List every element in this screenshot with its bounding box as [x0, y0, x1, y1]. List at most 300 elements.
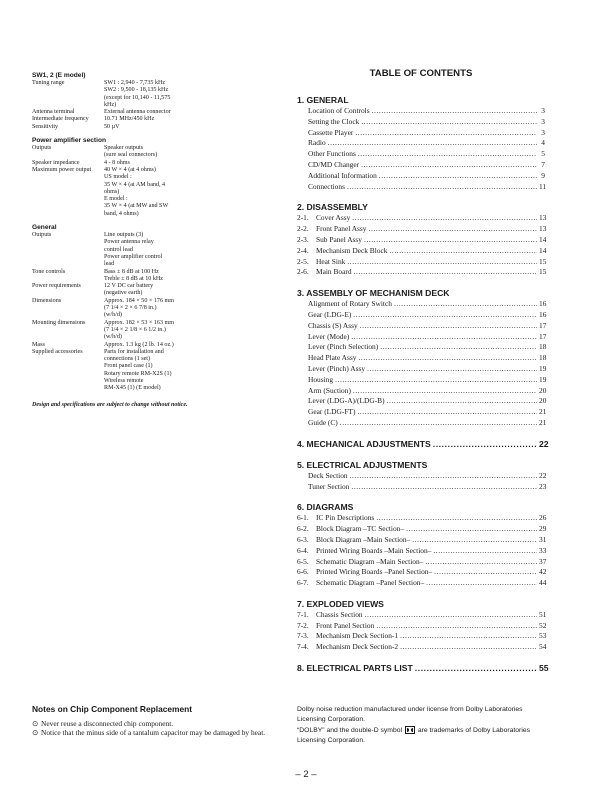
toc-page-number: 21 — [539, 417, 547, 427]
toc-leader-dots — [353, 310, 537, 321]
spec-section-title: SW1, 2 (E model) — [32, 72, 86, 79]
spec-section-title: Power amplifier section — [32, 137, 107, 145]
spec-section-title: General — [32, 224, 57, 232]
spec-label: Outputs — [32, 145, 52, 152]
spec-value-line: E model : — [104, 196, 128, 203]
toc-section-heading — [297, 662, 549, 674]
toc-entry-label: Lever (Pinch Selection) — [308, 342, 379, 352]
toc-leader-dots — [365, 610, 537, 621]
toc-section-heading — [297, 438, 549, 450]
toc-leader-dots — [351, 482, 537, 493]
toc-section — [297, 287, 545, 429]
toc-leader-dots — [364, 235, 537, 246]
toc-leader-dots — [361, 117, 537, 128]
toc-page-number: 7 — [541, 159, 545, 169]
toc-entry-label: Front Panel Assy — [316, 224, 367, 234]
spec-value — [104, 349, 200, 393]
spec-row — [32, 283, 272, 298]
spec-value-line: Power amplifier control — [104, 253, 163, 260]
toc-entry-label: Location of Controls — [308, 106, 370, 115]
toc-entry-number: 6-7. — [297, 578, 309, 588]
toc-leader-dots — [406, 524, 537, 535]
toc-leader-dots — [412, 535, 537, 546]
spec-value — [104, 80, 200, 109]
toc-entry — [297, 567, 545, 578]
spec-label: Maximum power output — [32, 166, 92, 173]
toc-entry-label: Radio — [308, 138, 326, 148]
spec-value-line: 40 W × 4 (at 4 ohms) — [104, 166, 156, 173]
toc-leader-dots — [387, 396, 537, 407]
spec-value-line: 50 µV — [104, 123, 120, 130]
spec-row — [32, 167, 272, 218]
toc-leader-dots — [426, 578, 537, 589]
toc-entry-label: Arm (Suction) — [308, 385, 351, 395]
bullet-icon: ⊙ — [32, 728, 39, 738]
toc-entry-label: Printed Wiring Boards –Main Section– — [316, 545, 432, 555]
toc-leader-dots — [434, 567, 537, 578]
toc-entry-number: 2-2. — [297, 224, 309, 234]
toc-page-number: 13 — [539, 224, 547, 234]
spec-row — [32, 349, 272, 393]
spec-label: Supplied accessories — [32, 348, 83, 355]
toc-page-number: 21 — [539, 407, 547, 417]
toc-entry — [297, 149, 545, 160]
toc-leader-dots — [380, 342, 537, 353]
spec-value-line: US model : — [104, 174, 132, 181]
toc-page-number: 22 — [539, 470, 547, 480]
toc-entry-label: Schematic Diagram –Panel Section– — [316, 578, 425, 588]
toc-page-number: 16 — [539, 299, 547, 309]
spec-value-line: Approx. 1.3 kg (2 lb. 14 oz.) — [104, 341, 174, 348]
toc-entry-label: Mechanism Deck Section-1 — [316, 631, 399, 641]
toc-section — [297, 201, 545, 278]
toc-page-number: 3 — [541, 106, 545, 115]
toc-leader-dots — [433, 438, 537, 450]
toc-entry — [297, 642, 545, 653]
toc-page-number: 15 — [539, 267, 547, 277]
toc-leader-dots — [372, 106, 537, 117]
spec-label: Outputs — [32, 232, 52, 239]
toc-leader-dots — [400, 631, 537, 642]
spec-label: Tone controls — [32, 268, 66, 275]
spec-value — [104, 124, 200, 131]
toc-page-number: 42 — [539, 567, 547, 577]
spec-row — [32, 145, 272, 160]
toc-entry — [297, 213, 545, 224]
toc-entry — [297, 407, 545, 418]
toc-page-number: 5 — [541, 149, 545, 159]
spec-value-line: kHz) — [104, 101, 117, 108]
toc-page-number: 52 — [539, 620, 547, 630]
toc-entry — [297, 418, 545, 429]
spec-value-line: Speaker outputs — [104, 145, 144, 152]
toc-section-heading — [297, 501, 545, 513]
toc-page-number: 19 — [539, 374, 547, 384]
toc-section — [297, 459, 545, 493]
toc-leader-dots — [389, 246, 537, 257]
spec-value — [104, 167, 200, 218]
toc-page-number: 55 — [539, 663, 549, 674]
toc-entry — [297, 117, 545, 128]
toc-section — [297, 94, 545, 192]
toc-page-number: 20 — [539, 385, 547, 395]
spec-value-line: SW2 : 9,500 - 18,135 kHz — [104, 87, 169, 94]
spec-value-line: Parts for installation and — [104, 348, 164, 355]
spec-value — [104, 109, 200, 116]
toc-entry — [297, 321, 545, 332]
toc-entry-label: Printed Wiring Boards –Panel Section– — [316, 567, 433, 577]
toc-entry-label: Schematic Diagram –Main Section– — [316, 556, 424, 566]
spec-label: Mass — [32, 341, 45, 348]
toc-entry-label: Housing — [308, 374, 334, 384]
toc-section-heading — [297, 598, 545, 610]
spec-value — [104, 320, 200, 342]
toc-entry — [297, 257, 545, 268]
toc-leader-dots — [340, 418, 537, 429]
chip-component-notes — [32, 704, 282, 738]
toc-entry-label: Front Panel Section — [316, 620, 375, 630]
toc-leader-dots — [328, 138, 537, 149]
toc-entry-label: Gear (LDG-E) — [308, 309, 352, 319]
toc-entry — [297, 386, 545, 397]
toc-entry-label: Cover Assy — [316, 213, 351, 223]
toc-page-number: 17 — [539, 320, 547, 330]
page-number: – 2 – — [295, 769, 317, 780]
spec-label: Sensitivity — [32, 123, 59, 130]
toc-entry-number: 6-5. — [297, 556, 309, 566]
spec-section-general — [32, 224, 272, 393]
toc-leader-dots — [347, 257, 537, 268]
toc-leader-dots — [350, 471, 537, 482]
toc-entry-label: Other Functions — [308, 149, 356, 159]
toc-entry-label: Lever (Pinch) Assy — [308, 363, 366, 373]
toc-leader-dots — [394, 299, 537, 310]
spec-section-tuner — [32, 72, 272, 131]
toc-leader-dots — [351, 332, 537, 343]
toc-entry — [297, 235, 545, 246]
toc-entry — [297, 364, 545, 375]
spec-value-line: (except for 10,140 - 11,575 — [104, 94, 171, 101]
spec-value-line: Front panel case (1) — [104, 363, 153, 370]
toc-entry — [297, 310, 545, 321]
spec-value-line: 12 V DC car battery — [104, 283, 154, 290]
toc-heading-label: 8. ELECTRICAL PARTS LIST — [297, 663, 413, 674]
toc-entry-label: Heat Sink — [316, 256, 346, 266]
toc-leader-dots — [353, 386, 537, 397]
toc-leader-dots — [433, 546, 537, 557]
toc-entry-label: Sub Panel Assy — [316, 234, 362, 244]
specifications-column — [32, 72, 272, 409]
toc-page-number: 22 — [539, 438, 549, 449]
toc-entry — [297, 353, 545, 364]
toc-page-number: 3 — [541, 116, 545, 126]
dolby-double-d-icon — [405, 726, 415, 734]
toc-entry-label: Lever (Mode) — [308, 331, 350, 341]
toc-entry — [297, 332, 545, 343]
toc-page-number: 16 — [539, 309, 547, 319]
toc-section — [297, 662, 549, 674]
bullet-icon: ⊙ — [32, 719, 39, 728]
toc-page-number: 13 — [539, 213, 547, 223]
toc-entry-label: Chassis (S) Assy — [308, 320, 358, 330]
toc-heading-label: 2. DISASSEMBLY — [297, 202, 368, 213]
toc-leader-dots — [376, 513, 537, 524]
spec-value-line: Power antenna relay — [104, 239, 154, 246]
toc-page-number: 14 — [539, 245, 547, 255]
toc-section — [297, 501, 545, 589]
dolby-license-text: Dolby noise reduction manufactured under license from Dolby Laboratories Licensing Corporation. — [297, 706, 523, 723]
toc-entry-number: 2-1. — [297, 213, 309, 223]
spec-label: Mounting dimensions — [32, 319, 86, 326]
toc-leader-dots — [415, 662, 537, 674]
toc-leader-dots — [357, 407, 537, 418]
toc-entry — [297, 224, 545, 235]
spec-value-line: Line outputs (3) — [104, 232, 144, 239]
toc-page-number: 9 — [541, 170, 545, 180]
toc-entry — [297, 524, 545, 535]
spec-label: Intermediate frequency — [32, 116, 89, 123]
toc-heading-label: 3. ASSEMBLY OF MECHANISM DECK — [297, 288, 450, 299]
toc-entry — [297, 513, 545, 524]
toc-entry-label: Mechanism Deck Section-2 — [316, 642, 399, 652]
toc-leader-dots — [355, 128, 537, 139]
spec-value-line: (negative earth) — [104, 290, 143, 297]
spec-row — [32, 320, 272, 342]
toc-entry — [297, 471, 545, 482]
toc-entry-number: 7-1. — [297, 609, 309, 619]
chip-notes-title: Notes on Chip Component Replacement — [32, 704, 193, 714]
spec-value-line: 4 - 8 ohms — [104, 159, 130, 166]
spec-row — [32, 298, 272, 320]
toc-leader-dots — [379, 171, 537, 182]
toc-entry-number: 6-6. — [297, 567, 309, 577]
toc-leader-dots — [358, 149, 537, 160]
spec-value-line: connections (1 set) — [104, 356, 151, 363]
toc-section — [297, 598, 545, 653]
toc-leader-dots — [367, 364, 537, 375]
toc-section-heading — [297, 94, 545, 106]
toc-entry — [297, 482, 545, 493]
spec-value — [104, 232, 200, 268]
toc-leader-dots — [425, 557, 537, 568]
spec-value — [104, 116, 200, 123]
spec-row — [32, 160, 272, 167]
toc-leader-dots — [361, 160, 537, 171]
toc-entry — [297, 138, 545, 149]
toc-page-number: 14 — [539, 234, 547, 244]
toc-entry-number: 7-3. — [297, 631, 309, 641]
toc-entry — [297, 535, 545, 546]
toc-heading-label: 7. EXPLODED VIEWS — [297, 598, 384, 609]
dolby-notice — [297, 705, 547, 747]
spec-value-line: (sure seal connectors) — [104, 152, 158, 159]
spec-label: Power requirements — [32, 283, 81, 290]
spec-value — [104, 269, 200, 284]
toc-section — [297, 438, 549, 450]
toc-entry — [297, 128, 545, 139]
toc-entry — [297, 299, 545, 310]
toc-page-number: 37 — [539, 556, 547, 566]
list-item: ⊙ Notice that the minus side of a tantalum capacitor may be damaged by heat. — [32, 728, 266, 738]
toc-leader-dots — [400, 642, 537, 653]
toc-entry-label: Guide (C) — [308, 417, 338, 427]
spec-row — [32, 80, 272, 109]
toc-entry-number: 7-4. — [297, 642, 309, 652]
toc-page-number: 17 — [539, 331, 547, 341]
toc-page-number: 11 — [539, 181, 547, 191]
toc-entry — [297, 546, 545, 557]
toc-page-number: 29 — [539, 524, 547, 534]
toc-leader-dots — [354, 267, 537, 278]
toc-entry-number: 2-3. — [297, 234, 309, 244]
toc-entry-label: CD/MD Changer — [308, 159, 360, 169]
toc-entry-label: Head Plate Assy — [308, 353, 357, 363]
toc-entry — [297, 557, 545, 568]
toc-entry — [297, 246, 545, 257]
toc-entry — [297, 610, 545, 621]
spec-value-line: 35 W × 4 (at MW and SW — [104, 203, 169, 210]
spec-section-power-amplifier — [32, 137, 272, 218]
toc-page-number: 18 — [539, 342, 547, 352]
spec-value-line: External antenna connector — [104, 109, 171, 116]
toc-entry-number: 2-4. — [297, 245, 309, 255]
spec-value-line: (7 1/4 × 2 × 6 7/8 in.) — [104, 305, 157, 312]
spec-value — [104, 342, 200, 349]
spec-value-line: lead — [104, 261, 115, 268]
toc-page-number: 26 — [539, 513, 547, 523]
spec-row — [32, 269, 272, 284]
spec-row — [32, 124, 272, 131]
toc-page-number: 15 — [539, 256, 547, 266]
toc-page-number: 23 — [539, 481, 547, 491]
toc-entry-label: Main Board — [316, 267, 352, 277]
toc-entry-number: 6-3. — [297, 534, 309, 544]
spec-value — [104, 298, 200, 320]
toc-entry — [297, 621, 545, 632]
spec-value — [104, 160, 200, 167]
toc-page-number: 3 — [541, 127, 545, 137]
dolby-trademark-text: “DOLBY” and the double-D symbol are trademarks of Dolby Laboratories Licensing Corporation. — [297, 727, 531, 744]
spec-label: Antenna terminal — [32, 109, 75, 116]
toc-entry-number: 2-6. — [297, 267, 309, 277]
toc-leader-dots — [369, 224, 537, 235]
spec-value-line: Approx. 182 × 53 × 163 mm — [104, 319, 175, 326]
spec-value-line: (w/h/d) — [104, 312, 122, 319]
toc-entry-label: Mechanism Deck Block — [316, 245, 388, 255]
toc-section-heading — [297, 201, 545, 213]
spec-value — [104, 283, 200, 298]
toc-heading-label: 4. MECHANICAL ADJUSTMENTS — [297, 438, 431, 449]
spec-value-line: band, 4 ohms) — [104, 210, 139, 217]
toc-page-number: 19 — [539, 363, 547, 373]
toc-leader-dots — [376, 621, 537, 632]
toc-page-number: 20 — [539, 396, 547, 406]
toc-page-number: 53 — [539, 631, 547, 641]
spec-value-line: RM-X45 (1) (E model) — [104, 385, 161, 392]
toc-page-number: 54 — [539, 642, 547, 652]
toc-heading-label: 6. DIAGRAMS — [297, 502, 354, 513]
toc-heading-label: 1. GENERAL — [297, 95, 349, 105]
design-change-note: Design and specifications are subject to change without notice. — [32, 401, 188, 408]
toc-entry-label: Cassette Player — [308, 127, 354, 137]
toc-entry — [297, 578, 545, 589]
toc-entry — [297, 375, 545, 386]
spec-value-line: Treble ± 8 dB at 10 kHz — [104, 275, 163, 282]
toc-section-heading — [297, 287, 545, 299]
spec-row — [32, 342, 272, 349]
toc-leader-dots — [352, 213, 537, 224]
toc-entry — [297, 267, 545, 278]
toc-entry-label: Deck Section — [308, 470, 348, 480]
toc-entry-number: 2-5. — [297, 256, 309, 266]
toc-page-number: 18 — [539, 353, 547, 363]
toc-entry — [297, 631, 545, 642]
spec-value-line: 35 W × 4 (at AM band, 4 — [104, 181, 166, 188]
toc-leader-dots — [347, 182, 537, 193]
toc-entry-label: Block Diagram –Main Section– — [316, 534, 411, 544]
toc-page-number: 51 — [539, 609, 547, 619]
toc-title: TABLE OF CONTENTS — [369, 68, 473, 79]
spec-value-line: Wireless remote — [104, 377, 144, 384]
spec-value-line: Rotary remote RM-X2S (1) — [104, 370, 172, 377]
spec-label: Tuning range — [32, 80, 65, 86]
toc-entry-label: Additional Information — [308, 170, 377, 180]
toc-entry-label: IC Pin Descriptions — [316, 513, 375, 523]
toc-leader-dots — [360, 321, 537, 332]
spec-value-line: (w/h/d) — [104, 334, 122, 341]
toc-entry-label: Lever (LDG-A)/(LDG-B) — [308, 396, 385, 406]
spec-value-line: Bass ± 8 dB at 100 Hz — [104, 268, 159, 275]
toc-leader-dots — [358, 353, 537, 364]
spec-value-line: SW1 : 2,940 - 7,735 kHz — [104, 80, 166, 86]
spec-value-line: Approx. 184 × 50 × 176 mm — [104, 297, 175, 304]
toc-entry — [297, 396, 545, 407]
toc-entry-number: 6-4. — [297, 545, 309, 555]
toc-entry-number: 6-1. — [297, 513, 309, 523]
toc-leader-dots — [335, 375, 537, 386]
toc-page-number: 33 — [539, 545, 547, 555]
spec-label: Speaker impedance — [32, 159, 80, 166]
toc-page-number: 31 — [539, 534, 547, 544]
toc-entry-number: 6-2. — [297, 524, 309, 534]
spec-value-line: control lead — [104, 246, 133, 253]
spec-value-line: 10.71 MHz/450 kHz — [104, 116, 155, 123]
toc-entry — [297, 160, 545, 171]
toc-entry — [297, 171, 545, 182]
spec-row — [32, 116, 272, 123]
toc-entry-label: Alignment of Rotary Switch — [308, 299, 392, 309]
spec-value-line: (7 1/4 × 2 1/8 × 6 1/2 in.) — [104, 326, 166, 333]
toc-entry-label: Tuner Section — [308, 481, 350, 491]
spec-value — [104, 145, 200, 160]
toc-entry-number: 7-2. — [297, 620, 309, 630]
toc-entry-label: Gear (LDG-FT) — [308, 407, 356, 417]
toc-page-number: 44 — [539, 578, 547, 588]
toc-section-heading — [297, 459, 545, 471]
toc-entry — [297, 106, 545, 117]
toc-entry-label: Chassis Section — [316, 609, 363, 619]
toc-entry-label: Setting the Clock — [308, 116, 360, 126]
toc-entry-label: Connections — [308, 181, 345, 191]
spec-label: Dimensions — [32, 297, 62, 304]
spec-row — [32, 232, 272, 268]
toc-entry-label: Block Diagram –TC Section– — [316, 524, 405, 534]
toc-entry — [297, 342, 545, 353]
toc-heading-label: 5. ELECTRICAL ADJUSTMENTS — [297, 459, 428, 470]
spec-value-line: ohms) — [104, 188, 120, 195]
list-item: ⊙ Never reuse a disconnected chip component. — [32, 719, 174, 728]
toc-entry — [297, 182, 545, 193]
